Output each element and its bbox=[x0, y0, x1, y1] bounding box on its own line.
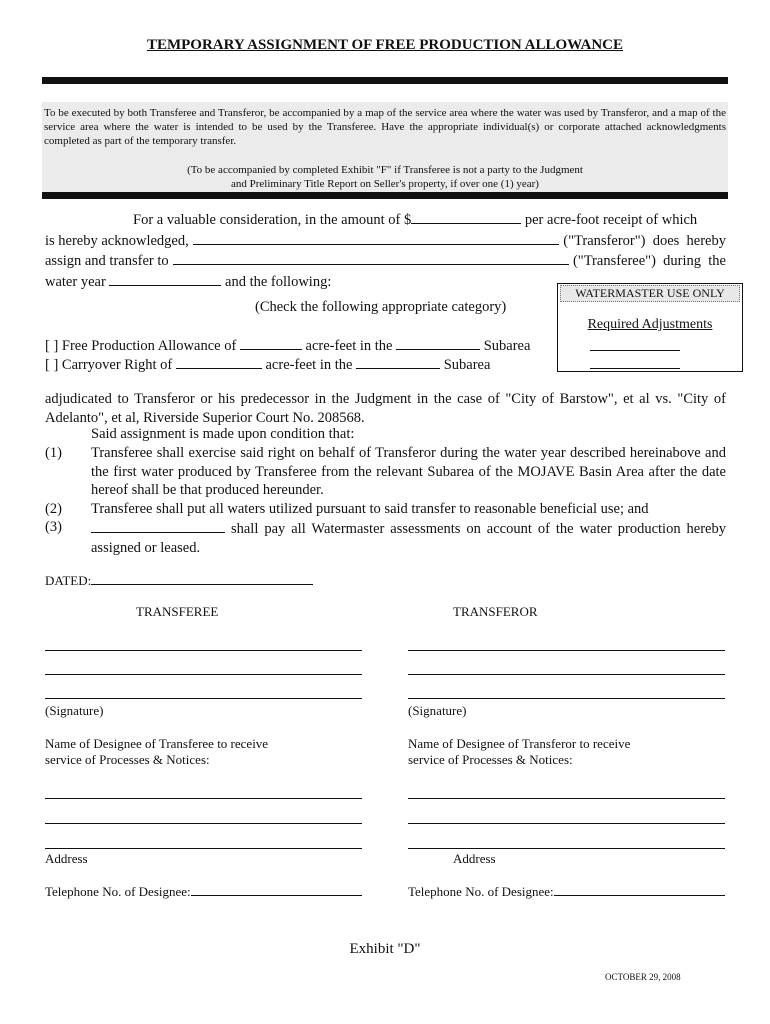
dated-label: DATED: bbox=[45, 573, 92, 588]
condition-intro: Said assignment is made upon condition that: bbox=[91, 426, 355, 442]
transferee-signature-line-1[interactable] bbox=[45, 650, 362, 651]
page-title: TEMPORARY ASSIGNMENT OF FREE PRODUCTION ALLOWANCE bbox=[146, 37, 624, 53]
condition-1-number: (1) bbox=[45, 445, 62, 461]
adjustment-line-2[interactable] bbox=[590, 368, 680, 369]
condition-3-text: shall pay all Watermaster assessments on account of the water production hereby assigned or leased. bbox=[91, 521, 726, 556]
water-year-label: water year bbox=[45, 273, 106, 290]
option2-subarea-field[interactable] bbox=[356, 354, 440, 369]
adjudicated-paragraph: adjudicated to Transferor or his predecessor in the Judgment in the case of "City of Barstow", et al vs. "City of Adelanto", et al, Riverside Superior Court No. 208568. bbox=[45, 391, 726, 426]
exhibit-note bbox=[0, 163, 770, 191]
transferor-designee-line-1[interactable] bbox=[408, 798, 725, 799]
exhibit-note-line1: (To be accompanied by completed Exhibit "F" if Transferee is not a party to the Judgment bbox=[187, 164, 583, 176]
consideration-paragraph bbox=[45, 209, 726, 291]
transferor-signature-label: (Signature) bbox=[408, 703, 467, 718]
assign-label: assign and transfer to bbox=[45, 253, 169, 269]
condition-2-text: Transferee shall put all waters utilized pursuant to said transfer to reasonable beneficial use; and bbox=[91, 501, 649, 517]
transferor-signature-line-1[interactable] bbox=[408, 650, 725, 651]
condition-2-number: (2) bbox=[45, 501, 62, 517]
transferor-designee-label: Name of Designee of Transferor to receive service of Processes & Notices: bbox=[408, 736, 631, 767]
option1-label: [ ] Free Production Allowance of bbox=[45, 338, 237, 354]
transferor-telephone-row bbox=[408, 883, 725, 900]
transferee-address-label: Address bbox=[45, 851, 88, 866]
header-bar-top bbox=[42, 77, 728, 84]
following-label: and the following: bbox=[225, 273, 332, 290]
transferor-heading: TRANSFEROR bbox=[453, 604, 538, 619]
transferor-telephone-field[interactable] bbox=[554, 883, 725, 896]
transferor-name-field[interactable] bbox=[193, 230, 560, 245]
transferor-address-label: Address bbox=[453, 851, 496, 866]
transferee-signature-line-3[interactable] bbox=[45, 698, 362, 699]
transferor-designee-line-3[interactable] bbox=[408, 848, 725, 849]
acknowledged-label: is hereby acknowledged, bbox=[45, 232, 189, 249]
transferee-designee-label: Name of Designee of Transferee to receive service of Processes & Notices: bbox=[45, 736, 269, 767]
option-carryover-right[interactable] bbox=[45, 354, 490, 374]
transferee-name-field[interactable] bbox=[173, 250, 569, 265]
transferor-designee-line-2[interactable] bbox=[408, 823, 725, 824]
condition-1-text: Transferee shall exercise said right on behalf of Transferor during the water year described hereinabove and the first water produced by Transferee from the relevant Subarea of the MOJAVE Basin Area after the date hereof shall be that produced hereunder. bbox=[91, 445, 726, 498]
transferee-signature-line-2[interactable] bbox=[45, 674, 362, 675]
transferee-label: ("Transferee") during the bbox=[572, 253, 726, 269]
condition-3 bbox=[0, 518, 770, 556]
transferor-label: ("Transferor") does hereby bbox=[563, 232, 726, 249]
exhibit-label: Exhibit "D" bbox=[349, 941, 421, 957]
transferee-designee-line-1[interactable] bbox=[45, 798, 362, 799]
transferee-telephone-label: Telephone No. of Designee: bbox=[45, 884, 191, 899]
condition-2 bbox=[0, 500, 770, 518]
option1-acre-feet-field[interactable] bbox=[240, 335, 302, 350]
transferee-telephone-row bbox=[45, 883, 362, 900]
transferee-signature-label: (Signature) bbox=[45, 703, 104, 718]
transferor-signature-line-2[interactable] bbox=[408, 674, 725, 675]
transferor-signature-line-3[interactable] bbox=[408, 698, 725, 699]
revision-date: OCTOBER 29, 2008 bbox=[605, 972, 681, 982]
condition-1 bbox=[0, 444, 770, 500]
header-bar-bottom bbox=[42, 192, 728, 199]
option2-mid-label: acre-feet in the bbox=[265, 357, 353, 373]
conditions-list bbox=[0, 444, 770, 556]
transferee-telephone-field[interactable] bbox=[191, 883, 362, 896]
water-year-field[interactable] bbox=[109, 271, 221, 286]
option-free-production[interactable] bbox=[45, 335, 530, 355]
consideration-tail: per acre-foot receipt of which bbox=[524, 212, 698, 228]
adjustment-line-1[interactable] bbox=[590, 350, 680, 351]
amount-field[interactable] bbox=[411, 209, 521, 224]
dated-row bbox=[45, 572, 313, 589]
transferor-telephone-label: Telephone No. of Designee: bbox=[408, 884, 554, 899]
dated-field[interactable] bbox=[91, 572, 313, 585]
exhibit-note-line2: and Preliminary Title Report on Seller's property, if over one (1) year) bbox=[231, 178, 539, 190]
transferee-designee-line-2[interactable] bbox=[45, 823, 362, 824]
option2-label: [ ] Carryover Right of bbox=[45, 357, 173, 373]
option1-subarea-label: Subarea bbox=[483, 338, 531, 354]
consideration-lead: For a valuable consideration, in the amount of $ bbox=[133, 212, 412, 228]
transferee-designee-line-3[interactable] bbox=[45, 848, 362, 849]
assessment-payer-field[interactable] bbox=[91, 518, 225, 533]
condition-3-number: (3) bbox=[45, 519, 62, 535]
option2-subarea-label: Subarea bbox=[443, 357, 491, 373]
option1-subarea-field[interactable] bbox=[396, 335, 480, 350]
instructions-text: To be executed by both Transferee and Transferor, be accompanied by a map of the service area where the water was used by Transferor, and a map of the service area where the water is intended to be used by the Transferee. Have the appropriate individual(s) or corporate attached acknowledgments completed as part of the temporary transfer. bbox=[44, 107, 726, 147]
watermaster-box bbox=[557, 283, 743, 372]
watermaster-title: WATERMASTER USE ONLY bbox=[560, 285, 740, 302]
condition-3-body bbox=[91, 518, 726, 557]
transferee-heading: TRANSFEREE bbox=[136, 604, 219, 619]
check-category-label: (Check the following appropriate category) bbox=[255, 299, 507, 315]
option1-mid-label: acre-feet in the bbox=[305, 338, 393, 354]
required-adjustments-label: Required Adjustments bbox=[587, 317, 713, 332]
option2-acre-feet-field[interactable] bbox=[176, 354, 262, 369]
